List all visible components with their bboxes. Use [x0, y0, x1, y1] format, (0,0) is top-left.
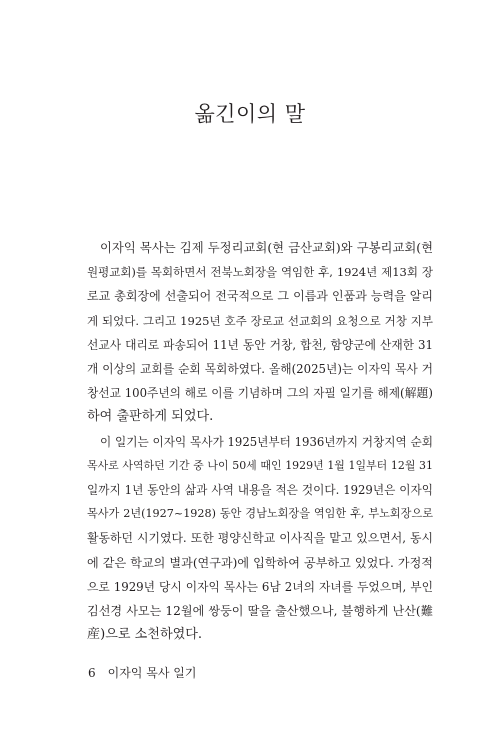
text-line: 원평교회)를 목회하면서 전북노회장을 역임한 후, 1924년 제13회 장: [87, 265, 433, 280]
text-line: 게 되었다. 그리고 1925년 호주 장로교 선교회의 요청으로 거창 지부: [87, 313, 433, 328]
text-line: 이자익 목사는 김제 두정리교회(현 금산교회)와 구봉리교회(현: [100, 241, 433, 255]
page-footer: [88, 664, 196, 681]
text-line: 産)으로 소천하였다.: [87, 627, 203, 643]
page-title: 옮긴이의 말: [194, 102, 306, 126]
text-line: 선교사 대리로 파송되어 11년 동안 거창, 합천, 함양군에 산재한 31: [87, 337, 433, 352]
text-line: 목사가 2년(1927~1928) 동안 경남노회장을 역임한 후, 부노회장으로: [87, 507, 433, 521]
text-line: 로교 총회장에 선출되어 전국적으로 그 이름과 인품과 능력을 알리: [87, 289, 433, 304]
text-line: 창선교 100주년의 해로 이를 기념하며 그의 자필 일기를 해제(解題): [87, 386, 433, 401]
text-line: 하여 출판하게 되었다.: [87, 409, 214, 425]
text-line: 이 일기는 이자익 목사가 1925년부터 1936년까지 거창지역 순회: [100, 434, 433, 449]
running-title: 이자익 목사 일기: [107, 666, 197, 680]
page-number: 6: [88, 666, 96, 680]
body-text: [87, 236, 433, 647]
text-line: 일까지 1년 동안의 삶과 사역 내용을 적은 것이다. 1929년은 이자익: [87, 483, 433, 498]
text-line: 김선경 사모는 12월에 쌍둥이 딸을 출산했으나, 불행하게 난산(難: [87, 604, 433, 619]
text-line: 목사로 사역하던 기간 중 나이 50세 때인 1929년 1월 1일부터 12월 31: [87, 458, 433, 472]
text-line: 에 같은 학교의 별과(연구과)에 입학하여 공부하고 있었다. 가정적: [87, 555, 433, 570]
text-line: 활동하던 시기였다. 또한 평양신학교 이사직을 맡고 있으면서, 동시: [87, 531, 433, 546]
paragraph-2: [87, 430, 433, 648]
text-line: 으로 1929년 당시 이자익 목사는 6남 2녀의 자녀를 두었으며, 부인: [87, 579, 433, 594]
text-line: 개 이상의 교회를 순회 목회하였다. 올해(2025년)는 이자익 목사 거: [87, 362, 433, 377]
paragraph-1: [87, 236, 433, 430]
